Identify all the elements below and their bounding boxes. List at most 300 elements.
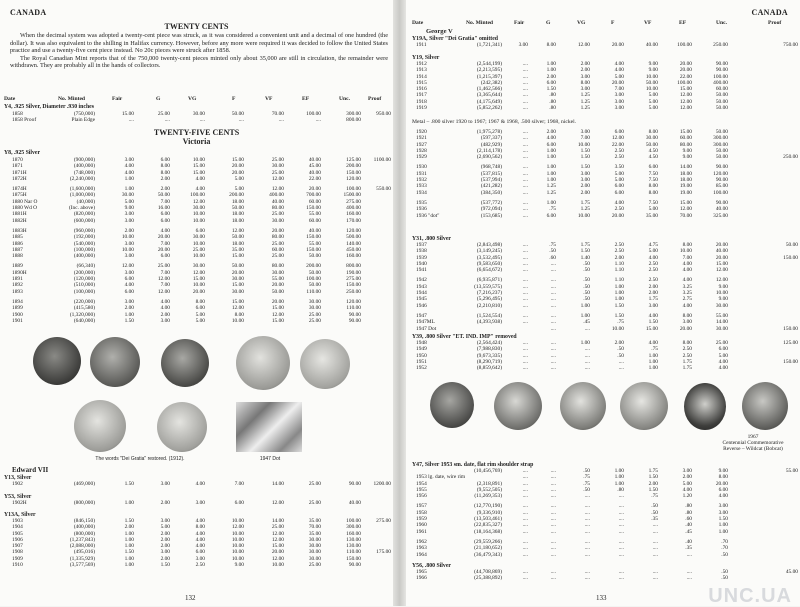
cell-fair: .... [522, 283, 528, 290]
cell-vg: 25.00 [192, 246, 205, 253]
cell-vg: 10.00 [192, 253, 205, 260]
cell-ef: 30.00 [308, 536, 321, 543]
cell-minted: (400,000) [73, 163, 95, 170]
cell-vg: 30.00 [192, 234, 205, 241]
cell-minted: (1,320,000) [69, 311, 95, 318]
coin-photo-george-reverse [157, 402, 207, 452]
cell-vg: 10.00 [192, 217, 205, 224]
cell-g: .... [550, 358, 556, 365]
cell-ef: 55.00 [308, 240, 321, 247]
cell-vg: 1.25 [580, 92, 590, 99]
coin-closeup-1947-dot [236, 402, 302, 452]
cell-ef: 30.00 [308, 305, 321, 312]
cell-g: .... [550, 545, 556, 552]
cell-minted: (3,365,644) [476, 92, 502, 99]
cell-ef: 50.00 [308, 253, 321, 260]
cell-date: 1946 [416, 302, 427, 309]
cell-ef: 80.00 [679, 141, 692, 148]
cell-g: .... [550, 290, 556, 297]
cell-unc: 130.00 [346, 536, 361, 543]
cell-f: 50.00 [231, 234, 244, 241]
cell-vf: .... [278, 117, 284, 124]
cell-ef: 30.00 [308, 555, 321, 562]
cell-g: .... [550, 267, 556, 274]
cell-ef: 100.00 [677, 42, 692, 48]
cell-fair: 3.00 [518, 42, 528, 48]
cell-g: 7.00 [160, 198, 170, 205]
cell-unc: 275.00 [346, 276, 361, 283]
cell-proof: 1100.00 [373, 157, 391, 163]
y56-table [406, 569, 800, 582]
cell-unc: 125.00 [346, 157, 361, 163]
cell-unc: 300.00 [713, 135, 728, 142]
cell-fair: .... [522, 61, 528, 67]
cell-fair: .... [522, 528, 528, 535]
cell-date: 1918 [416, 98, 427, 105]
cell-fair: 2.00 [124, 227, 134, 234]
cell-f: 200.00 [229, 192, 244, 199]
cell-vf: 1.75 [648, 468, 658, 474]
cell-unc: 90.00 [348, 311, 361, 318]
cell-date: 1944 [416, 290, 427, 297]
cell-unc: 50.00 [715, 154, 728, 161]
cell-vf: 50.00 [645, 79, 658, 86]
cell-minted: (968,748) [480, 164, 502, 171]
cell-fair: .... [522, 147, 528, 154]
watermark-logo: UNC.UA [708, 585, 792, 607]
cell-minted: (1,524,554) [476, 312, 502, 319]
cell-vg: .50 [583, 260, 590, 267]
cell-minted: (7,988,830) [476, 346, 502, 353]
cell-minted: Plain Edge [71, 117, 95, 124]
cell-ef: 1.75 [682, 358, 692, 365]
cell-ef: 40.00 [308, 227, 321, 234]
cell-f: 2.50 [614, 147, 624, 154]
cell-unc: 100.00 [346, 518, 361, 524]
cell-vf: 25.00 [271, 169, 284, 176]
cell-vf: 2.50 [648, 277, 658, 284]
cell-vg: .... [584, 358, 590, 365]
cell-f: 20.00 [231, 269, 244, 276]
cell-unc: 85.00 [715, 183, 728, 190]
cell-g: 3.00 [160, 549, 170, 556]
cell-vg: .... [584, 352, 590, 359]
cell-date: 1917 [416, 92, 427, 99]
cell-vg: 3.00 [580, 86, 590, 93]
running-head: CANADA [10, 8, 47, 17]
cell-date: 1963 [416, 545, 427, 552]
cell-minted: (2,564,424) [476, 340, 502, 346]
cell-vg: 3.00 [580, 170, 590, 177]
cell-fair: .... [522, 312, 528, 319]
cell-vg: 20.00 [192, 288, 205, 295]
cell-f: 20.00 [231, 169, 244, 176]
cell-fair: 3.00 [124, 217, 134, 224]
cell-date: 1902H [12, 500, 27, 506]
cell-vg: 7.00 [580, 135, 590, 142]
cell-date: 1858 Proof [12, 117, 37, 124]
cell-vg: .50 [583, 277, 590, 284]
cell-minted: (820,000) [73, 211, 95, 218]
cell-vf: .35 [651, 516, 658, 523]
cell-vg: 4.00 [195, 530, 205, 537]
cell-ef: 8.00 [682, 242, 692, 248]
metal-note: Metal – .800 silver 1920 to 1967; 1967 & 1968, .500 silver; 1968, nickel. [412, 119, 577, 125]
cell-vg: 30.00 [192, 205, 205, 212]
cell-unc: 275.00 [346, 198, 361, 205]
cell-vf: .... [652, 575, 658, 582]
cell-g: 2.00 [546, 73, 556, 80]
cell-fair: 10.00 [121, 246, 134, 253]
cell-minted: (384,350) [480, 189, 502, 196]
table-row [406, 105, 800, 111]
cell-vf: 30.00 [271, 269, 284, 276]
cell-vf: 50.00 [645, 141, 658, 148]
cell-f: 2.50 [614, 248, 624, 255]
cell-vg: 1.75 [580, 199, 590, 206]
cell-ef: 35.00 [308, 530, 321, 537]
y23-table [406, 129, 800, 219]
cell-vg: 5.00 [195, 311, 205, 318]
cell-g: .... [550, 503, 556, 510]
subtitle-george-v: George V [426, 28, 453, 35]
cell-minted: (415,580) [73, 305, 95, 312]
cell-vg: 2.00 [580, 67, 590, 74]
cell-f: 2.50 [614, 206, 624, 213]
cell-vf: 4.00 [648, 312, 658, 319]
cell-ef: 40.00 [308, 169, 321, 176]
cell-g: .60 [549, 254, 556, 261]
cell-vg: .... [584, 569, 590, 575]
cell-g: 2.00 [160, 530, 170, 537]
cell-minted: (7,216,237) [476, 290, 502, 297]
cell-vf: 14.00 [271, 481, 284, 487]
cell-g: 3.00 [160, 317, 170, 324]
cell-g: 1.50 [546, 86, 556, 93]
cell-minted: (3,577,569) [69, 562, 95, 569]
cell-minted: (1,215,397) [476, 73, 502, 80]
cell-fair: .... [522, 503, 528, 510]
cell-minted: (242,382) [480, 79, 502, 86]
cell-minted: (192,000) [73, 234, 95, 241]
cell-f: .75 [617, 319, 624, 326]
cell-g: 6.00 [160, 253, 170, 260]
cell-minted: (482,929) [480, 141, 502, 148]
cell-g: .80 [549, 98, 556, 105]
y47-heading: Y47, Silver 1953 sm. date, flat rim shoulder strap [412, 462, 534, 468]
cell-date: 1892 [12, 282, 23, 289]
cell-minted: (1,335,929) [69, 555, 95, 562]
cell-vf: 25.00 [271, 253, 284, 260]
cell-g: .... [550, 516, 556, 523]
cell-unc: 325.00 [713, 212, 728, 219]
cell-date: 1961 [416, 528, 427, 535]
cell-ef: 30.00 [308, 549, 321, 556]
cell-ef: 1.20 [682, 493, 692, 500]
cell-vg: 8.00 [195, 524, 205, 531]
cell-vf: 12.00 [271, 175, 284, 182]
cell-date: 1921 [416, 135, 427, 142]
cell-vg: 15.00 [192, 163, 205, 170]
cell-ef: 7.00 [682, 254, 692, 261]
cell-vf: 50.00 [271, 288, 284, 295]
cell-unc: 12.00 [715, 267, 728, 274]
cell-ef: 5.00 [682, 480, 692, 487]
cell-vf: 1.00 [648, 358, 658, 365]
cell-fair: 3.00 [124, 253, 134, 260]
cell-vg: 10.00 [192, 211, 205, 218]
cell-ef: .45 [685, 528, 692, 535]
cell-minted: (495,016) [73, 549, 95, 556]
cell-ef: 45.00 [308, 163, 321, 170]
cell-fair: 1.00 [124, 175, 134, 182]
cell-vf: 1.50 [648, 319, 658, 326]
cell-unc: 300.00 [346, 111, 361, 117]
cell-date: 1909 [12, 555, 23, 562]
cell-unc: 1500.00 [343, 192, 361, 199]
cell-f: 5.00 [234, 186, 244, 193]
cell-unc: 1.50 [718, 516, 728, 523]
cell-vg: 4.00 [195, 543, 205, 550]
cell-unc: 300.00 [713, 141, 728, 148]
cell-fair: 2.00 [124, 305, 134, 312]
cell-date: 1947 Dot [416, 325, 437, 332]
cell-vg: 3.00 [195, 500, 205, 506]
cell-minted: (13,559,575) [474, 283, 502, 290]
coin-photo-george-obverse [74, 400, 126, 452]
cell-date: 1957 [416, 503, 427, 510]
y56-heading: Y56, .800 Silver [412, 563, 451, 569]
cell-fair: 9.00 [124, 205, 134, 212]
cell-unc: 4.00 [718, 493, 728, 500]
cell-unc: 100.00 [713, 189, 728, 196]
column-header-date: Date [4, 96, 16, 102]
cell-ef: 70.00 [679, 212, 692, 219]
cell-f: 1.10 [614, 260, 624, 267]
cell-vg: .50 [583, 296, 590, 303]
cell-g: 16.00 [157, 205, 170, 212]
y19-table [406, 61, 800, 111]
cell-f: 1.10 [614, 277, 624, 284]
cell-f: .... [238, 117, 244, 124]
cell-vf: 4.50 [648, 147, 658, 154]
cell-g: .80 [549, 92, 556, 99]
cell-vf: 7.50 [648, 177, 658, 184]
cell-f: 3.00 [614, 98, 624, 105]
cell-ef: .35 [685, 545, 692, 552]
coin-photo-edward-reverse [300, 339, 350, 389]
cell-f: 15.00 [231, 282, 244, 289]
cell-vg: .75 [583, 474, 590, 481]
cell-date: 1858 [12, 111, 23, 117]
cell-g: .... [550, 522, 556, 529]
cell-unc: 120.00 [346, 227, 361, 234]
page-number-right: 133 [596, 594, 607, 602]
cell-vf: 9.00 [648, 67, 658, 74]
cell-fair: .... [522, 468, 528, 474]
cell-g: 7.00 [160, 282, 170, 289]
cell-f: 10.00 [231, 518, 244, 524]
cell-ef: .80 [685, 509, 692, 516]
cell-f: 6.00 [614, 189, 624, 196]
cell-g: .50 [549, 248, 556, 255]
cell-fair: .... [522, 129, 528, 135]
y4-heading: Y4, .925 Silver, Diameter .930 inches [4, 104, 95, 110]
cell-vf: 4.50 [648, 154, 658, 161]
table-row [0, 289, 393, 295]
cell-ef: 40.00 [308, 157, 321, 163]
cell-vf: 2.00 [648, 480, 658, 487]
intro-paragraph-2: The Royal Canadian Mint reports that of the 750,000 twenty-cent pieces minted only about 35,000 are still in circulation, the remainder were withdrawn. They are probably all in the hands of collectors. [10, 54, 388, 70]
cell-minted: (597,337) [480, 135, 502, 142]
cell-fair: .... [522, 480, 528, 487]
cell-ef: 60.00 [308, 198, 321, 205]
cell-vf: 12.00 [271, 311, 284, 318]
cell-vf: 1.00 [648, 365, 658, 372]
cell-ef: 9.00 [682, 147, 692, 154]
cell-f: .50 [617, 346, 624, 353]
cell-vg: 12.00 [192, 198, 205, 205]
cell-ef: 19.00 [679, 189, 692, 196]
cell-date: 1943 [416, 283, 427, 290]
cell-fair: .... [522, 98, 528, 105]
cell-vg: .... [584, 522, 590, 529]
cell-ef: 150.00 [306, 234, 321, 241]
cell-g: 3.00 [160, 518, 170, 524]
cell-vg: 1.00 [580, 302, 590, 309]
cell-ef: 4.00 [682, 267, 692, 274]
cell-minted: (1,000,000) [69, 192, 95, 199]
cell-f: 50.00 [231, 263, 244, 270]
cell-unc: 5.00 [718, 352, 728, 359]
table-row [406, 575, 800, 581]
cell-f: .80 [617, 486, 624, 493]
cell-unc: .70 [721, 538, 728, 545]
cell-fair: 1.00 [124, 562, 134, 569]
cell-fair: 15.00 [121, 111, 134, 117]
cell-unc: 9.00 [718, 468, 728, 474]
cell-unc: 450.00 [346, 246, 361, 253]
cell-ef: 2.50 [682, 346, 692, 353]
cell-ef: .60 [685, 516, 692, 523]
cell-date: 1888 [12, 253, 23, 260]
y19-heading: Y19, Silver [412, 55, 440, 61]
cell-fair: .... [522, 486, 528, 493]
cell-minted: (510,000) [73, 282, 95, 289]
cell-ef: 60.00 [308, 217, 321, 224]
column-header-vg: VG [188, 96, 197, 102]
cell-vg: 12.00 [577, 42, 590, 48]
cell-fair: 2.00 [124, 524, 134, 531]
cell-vf: 25.00 [271, 240, 284, 247]
cell-unc: 120.00 [346, 298, 361, 305]
coin-photo-victoria-reverse [90, 337, 140, 387]
column-header-f: F [611, 20, 615, 26]
y47-table [406, 468, 800, 558]
cell-ef: .... [686, 569, 692, 575]
cell-date: 1919 [416, 105, 427, 112]
cell-ef: 55.00 [308, 211, 321, 218]
caption-1967-line2: Reverse – Wildcat (Bobcat) [723, 446, 783, 452]
cell-g: 2.00 [160, 536, 170, 543]
cell-f: 8.00 [234, 311, 244, 318]
cell-vf: 10.00 [271, 562, 284, 569]
cell-vg: .... [584, 575, 590, 582]
cell-f: .... [618, 358, 624, 365]
cell-vg: .... [584, 493, 590, 500]
cell-vg: 1.50 [580, 248, 590, 255]
cell-fair: .... [522, 141, 528, 148]
cell-unc: 20.00 [715, 254, 728, 261]
cell-fair: .... [522, 154, 528, 161]
table-row [0, 481, 393, 487]
cell-unc: 160.00 [346, 211, 361, 218]
cell-g: 1.00 [546, 199, 556, 206]
cell-unc: 9.00 [718, 283, 728, 290]
cell-date: 1901 [12, 317, 23, 324]
coin-photo-victoria-obverse [33, 337, 81, 385]
cell-date: 1928 [416, 147, 427, 154]
y13-heading: Y13, Silver [4, 475, 32, 481]
cell-fair: 1.50 [124, 481, 134, 487]
cell-vg: 15.00 [192, 169, 205, 176]
cell-g: .... [550, 277, 556, 284]
cell-ef: 60.00 [679, 135, 692, 142]
cell-vf: 1.50 [648, 474, 658, 481]
cell-date: 1933 [416, 183, 427, 190]
column-header-minted: No. Minted [58, 96, 86, 102]
cell-fair: .... [522, 164, 528, 171]
cell-unc: 50.00 [715, 92, 728, 99]
coin-photo-edward-obverse [236, 336, 290, 390]
cell-fair: .... [522, 340, 528, 346]
cell-minted: (900,000) [73, 157, 95, 163]
cell-ef: 2.50 [682, 352, 692, 359]
cell-vf: 30.00 [271, 217, 284, 224]
column-header-vg: VG [577, 20, 586, 26]
cell-ef: 30.00 [308, 543, 321, 550]
cell-ef: 12.00 [679, 105, 692, 112]
cell-fair: .... [522, 212, 528, 219]
cell-fair: .... [522, 474, 528, 481]
cell-date: 1956 [416, 493, 427, 500]
cell-date: 1930 [416, 164, 427, 171]
cell-vf: 5.00 [648, 248, 658, 255]
cell-f: 15.00 [231, 157, 244, 163]
y19a-heading: Y19A, Silver "Dei Gratia" omitted [412, 36, 499, 42]
cell-vf: .... [652, 545, 658, 552]
cell-f: 3.50 [614, 164, 624, 171]
cell-vg: .... [584, 346, 590, 353]
cell-ef: 20.00 [679, 67, 692, 74]
cell-unc: 15.00 [715, 260, 728, 267]
right-page [406, 0, 800, 606]
cell-ef: 2.00 [682, 474, 692, 481]
cell-vf: .... [652, 522, 658, 529]
cell-vf: 400.00 [269, 192, 284, 199]
cell-vf: 7.50 [648, 199, 658, 206]
cell-date: 1889 [12, 263, 23, 270]
cell-vg: 2.00 [580, 189, 590, 196]
cell-vg: 1.25 [580, 105, 590, 112]
cell-fair: .... [522, 509, 528, 516]
cell-proof: 45.00 [785, 569, 798, 575]
cell-ef: .80 [685, 503, 692, 510]
cell-ef: 25.00 [308, 562, 321, 569]
cell-fair: .... [522, 277, 528, 284]
cell-g: .... [550, 575, 556, 582]
cell-f: 22.00 [611, 141, 624, 148]
